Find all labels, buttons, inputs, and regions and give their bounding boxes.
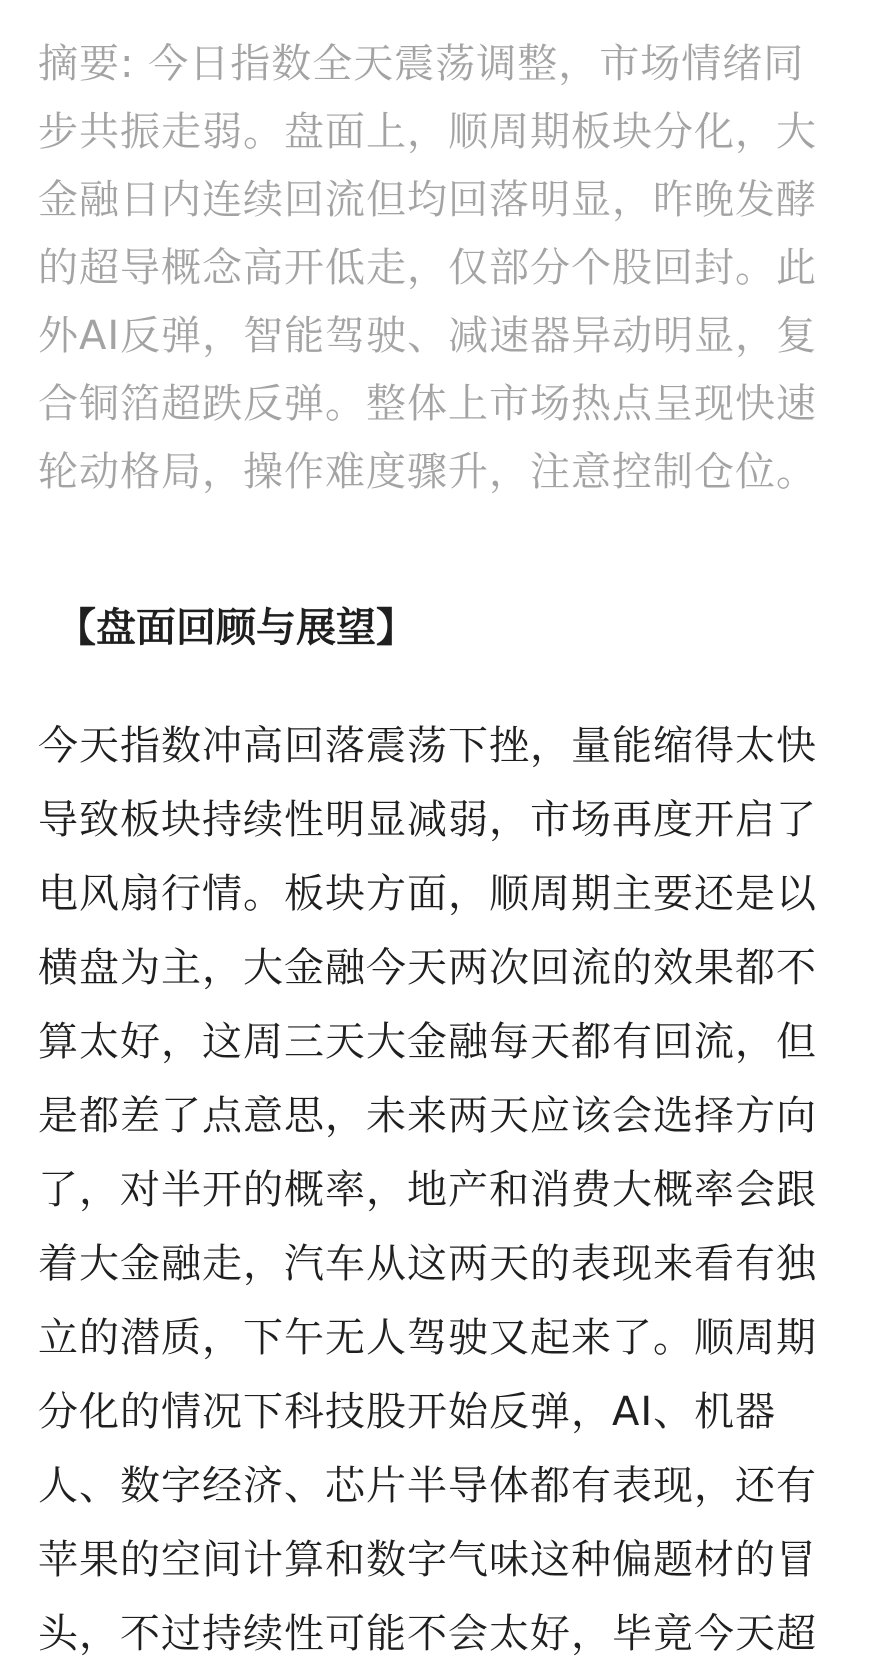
body-line: 今天指数冲高回落震荡下挫，量能缩得太快: [38, 723, 817, 769]
body-line: 横盘为主，大金融今天两次回流的效果都不: [38, 945, 817, 991]
summary-line: 轮动格局，操作难度骤升，注意控制仓位。: [38, 449, 817, 495]
summary-line: 合铜箔超跌反弹。整体上市场热点呈现快速: [38, 381, 817, 427]
summary-line: 摘要: 今日指数全天震荡调整，市场情绪同: [38, 41, 805, 87]
summary-line: 金融日内连续回流但均回落明显，昨晚发酵: [38, 177, 817, 223]
summary-line: 的超导概念高开低走，仅部分个股回封。此: [38, 245, 817, 291]
body-line: 人、数字经济、芯片半导体都有表现，还有: [38, 1463, 817, 1509]
body-line: 立的潜质，下午无人驾驶又起来了。顺周期: [38, 1315, 817, 1361]
body-line: 导致板块持续性明显减弱，市场再度开启了: [38, 797, 817, 843]
body-line: 了，对半开的概率，地产和消费大概率会跟: [38, 1167, 817, 1213]
summary-line: 外AI反弹，智能驾驶、减速器异动明显，复: [38, 313, 818, 359]
body-line: 分化的情况下科技股开始反弹，AI、机器: [38, 1389, 777, 1435]
summary-line: 步共振走弱。盘面上，顺周期板块分化，大: [38, 109, 817, 155]
body-line: 着大金融走，汽车从这两天的表现来看有独: [38, 1241, 817, 1287]
body-line: 算太好，这周三天大金融每天都有回流，但: [38, 1019, 817, 1065]
section-heading: 【盘面回顾与展望】: [56, 605, 416, 651]
body-line: 头，不过持续性可能不会太好，毕竟今天超: [38, 1611, 817, 1657]
body-line: 苹果的空间计算和数字气味这种偏题材的冒: [38, 1537, 817, 1583]
body-line: 是都差了点意思，未来两天应该会选择方向: [38, 1093, 817, 1139]
body-line: 电风扇行情。板块方面，顺周期主要还是以: [38, 871, 817, 917]
